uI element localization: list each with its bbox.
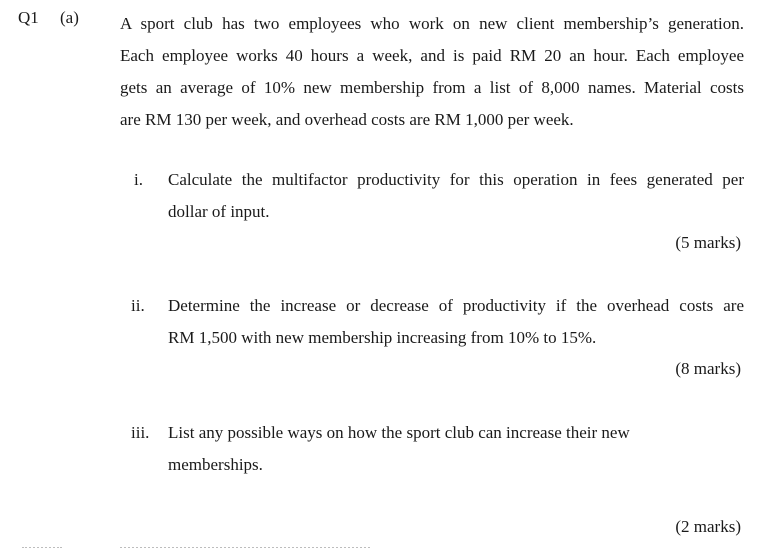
item-line: RM 1,500 with new membership increasing from 10% to 15%.: [168, 328, 597, 347]
stem-line: A sport club has two employees who work on new client membership’s generation.: [120, 14, 744, 33]
item-line: Calculate the multifactor productivity for this operation in fees generated per: [168, 170, 744, 189]
item-line: Determine the increase or decrease of productivity if the overhead costs are: [168, 296, 744, 315]
item-text: [168, 417, 744, 481]
question-stem: [120, 8, 744, 136]
question-number: Q1: [18, 8, 39, 27]
question-part-label: (a): [60, 8, 79, 27]
cutoff-fragment: [22, 547, 62, 551]
item-text: [168, 290, 744, 354]
stem-line: are RM 130 per week, and overhead costs are RM 1,000 per week.: [120, 110, 574, 129]
marks-label: (5 marks): [675, 233, 741, 252]
item-line: memberships.: [168, 455, 263, 474]
item-label: i.: [134, 170, 143, 189]
stem-line: Each employee works 40 hours a week, and is paid RM 20 an hour. Each employee: [120, 46, 744, 65]
item-line: List any possible ways on how the sport club can increase their new: [168, 423, 630, 442]
next-line-cutoff: [0, 547, 771, 551]
item-label: iii.: [131, 423, 150, 442]
item-text: [168, 164, 744, 228]
item-label: ii.: [131, 296, 145, 315]
marks-label: (8 marks): [675, 359, 741, 378]
stem-line: gets an average of 10% new membership from a list of 8,000 names. Material costs: [120, 78, 744, 97]
marks-label: (2 marks): [675, 517, 741, 536]
cutoff-fragment: [120, 547, 370, 551]
item-line: dollar of input.: [168, 202, 270, 221]
